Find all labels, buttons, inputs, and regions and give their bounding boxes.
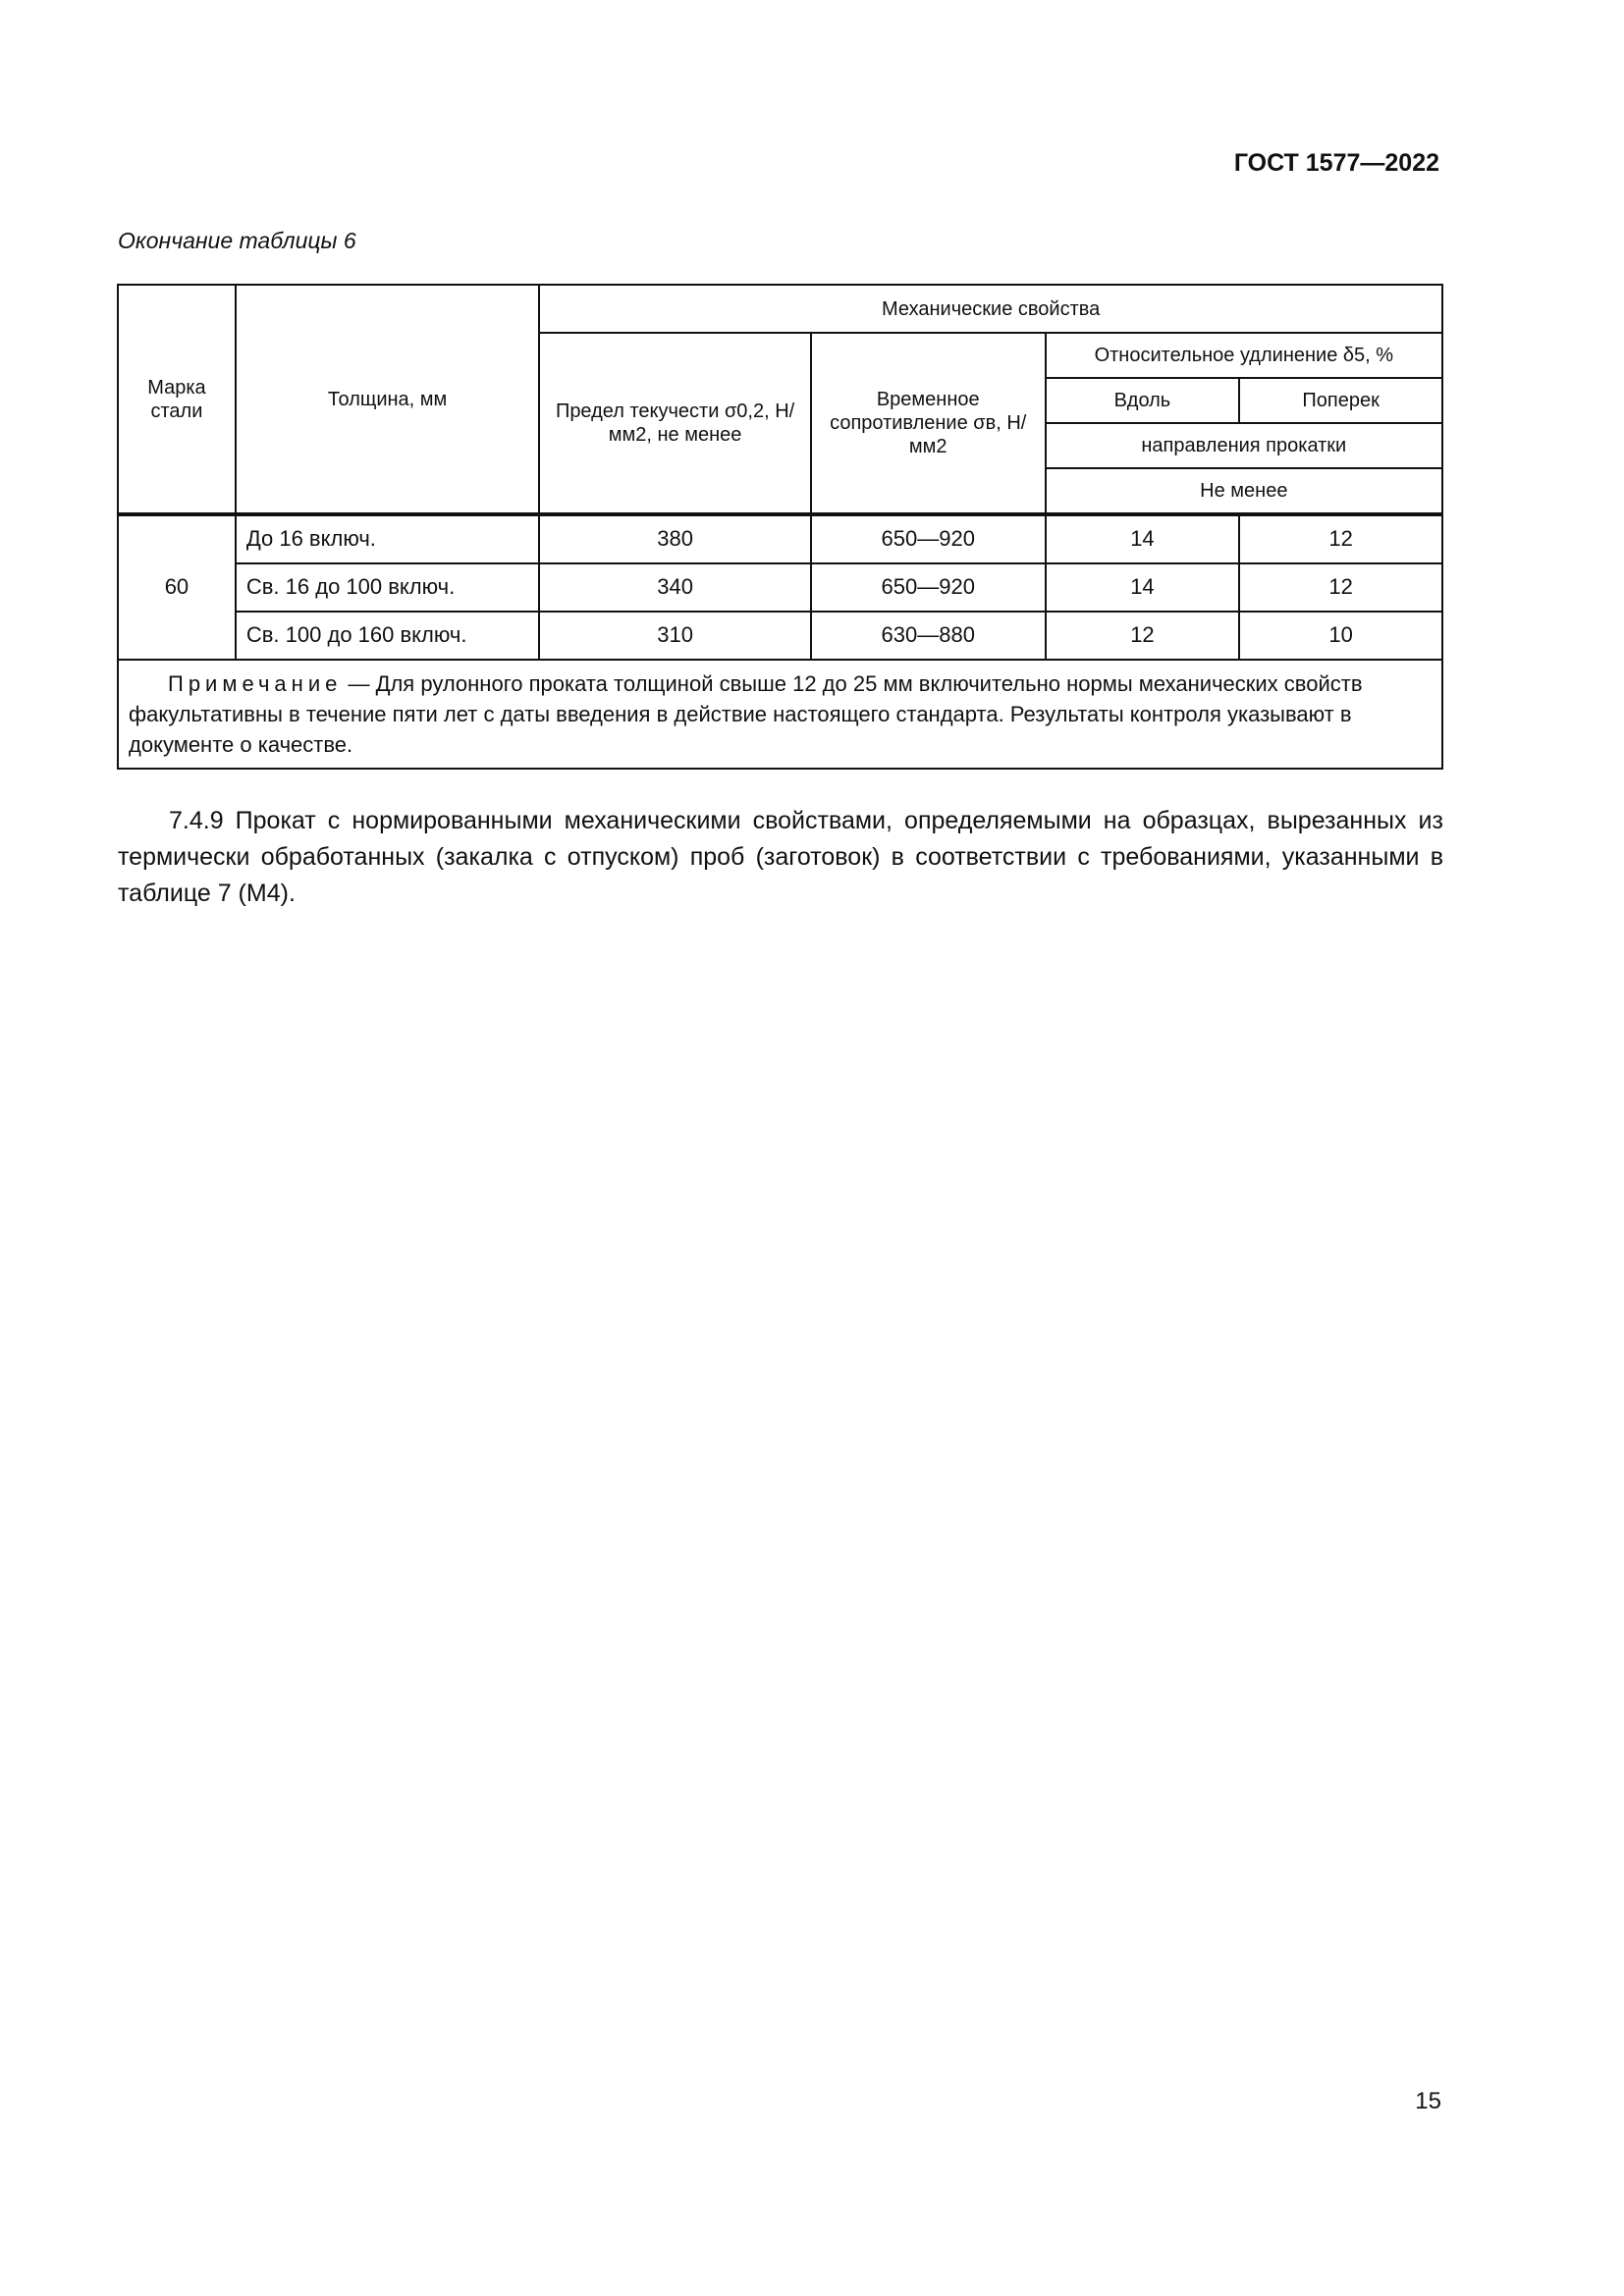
header-elongation: Относительное удлинение δ5, % [1046, 333, 1442, 378]
header-rolling-direction: направления прокатки [1046, 423, 1442, 468]
note-text: — Для рулонного проката толщиной свыше 12 до 25 мм включительно нормы механических свойств факультативны в течение пяти лет с даты введения в действие настоящего стандарта. Результаты контроля указывают в документе о качестве. [129, 671, 1363, 757]
standard-code: ГОСТ 1577—2022 [1233, 149, 1439, 177]
body-paragraph [118, 803, 1443, 912]
header-thickness: Толщина, мм [236, 285, 539, 514]
yield-cell: 380 [539, 514, 811, 563]
table-row [118, 612, 1442, 660]
thickness-cell: До 16 включ. [236, 514, 539, 563]
thickness-cell: Св. 16 до 100 включ. [236, 563, 539, 612]
table-caption: Окончание таблицы 6 [118, 228, 356, 253]
table-row [118, 563, 1442, 612]
header-across: Поперек [1239, 378, 1442, 423]
note-label: Примечание [168, 671, 343, 696]
steel-grade-cell: 60 [118, 514, 236, 660]
table-note [118, 660, 1442, 769]
across-cell: 12 [1239, 514, 1442, 563]
tensile-cell: 630—880 [811, 612, 1046, 660]
header-along: Вдоль [1046, 378, 1240, 423]
yield-cell: 340 [539, 563, 811, 612]
paragraph-text: 7.4.9 Прокат с нормированными механическими свойствами, определяемыми на образцах, вырезанных из термически обработанных (закалка с отпуском) проб (заготовок) в соответствии с требованиями, указанными в таблице 7 (М4). [118, 807, 1443, 907]
across-cell: 12 [1239, 563, 1442, 612]
table-note-row [118, 660, 1442, 769]
header-tensile-strength: Временное сопротивление σв, Н/мм2 [811, 333, 1046, 514]
header-yield-strength: Предел текучести σ0,2, Н/мм2, не менее [539, 333, 811, 514]
tensile-cell: 650—920 [811, 514, 1046, 563]
along-cell: 12 [1046, 612, 1240, 660]
along-cell: 14 [1046, 563, 1240, 612]
mechanical-properties-table [117, 284, 1443, 770]
header-not-less: Не менее [1046, 468, 1442, 514]
header-steel-grade: Марка стали [118, 285, 236, 514]
tensile-cell: 650—920 [811, 563, 1046, 612]
table-row [118, 514, 1442, 563]
page-number: 15 [1415, 2088, 1441, 2114]
thickness-cell: Св. 100 до 160 включ. [236, 612, 539, 660]
header-mechanical-properties: Механические свойства [539, 285, 1442, 333]
across-cell: 10 [1239, 612, 1442, 660]
along-cell: 14 [1046, 514, 1240, 563]
yield-cell: 310 [539, 612, 811, 660]
